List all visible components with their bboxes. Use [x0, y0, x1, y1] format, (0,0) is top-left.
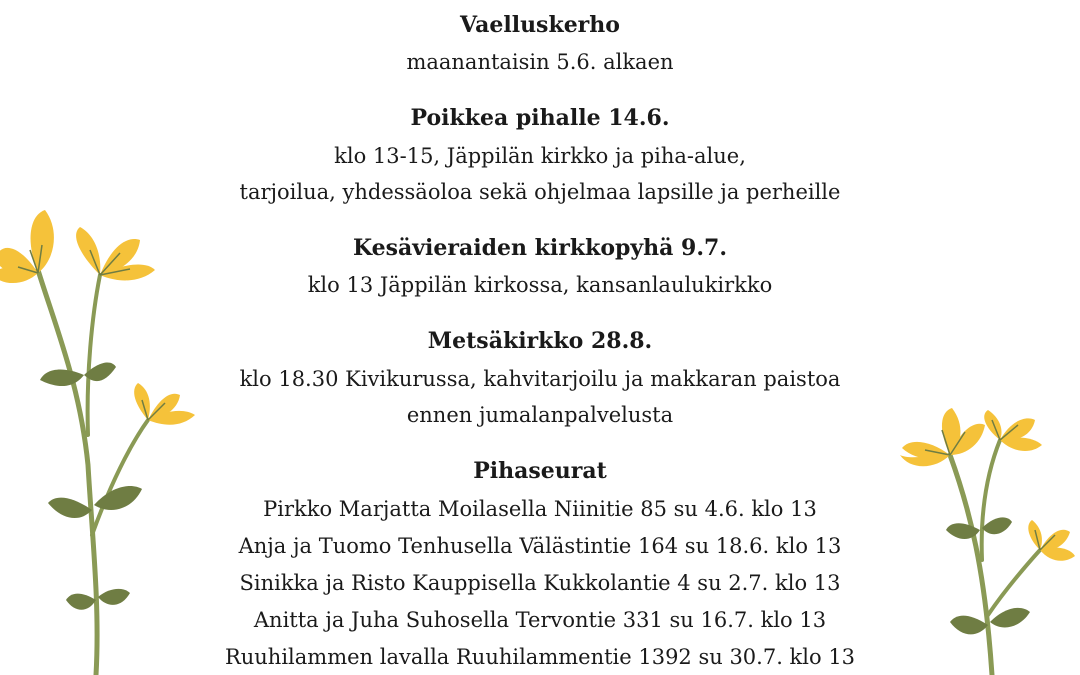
section-line: klo 18.30 Kivikurussa, kahvitarjoilu ja makkaran paistoa [239, 367, 841, 391]
section-line: maanantaisin 5.6. alkaen [406, 50, 674, 74]
section-line: Ruuhilammen lavalla Ruuhilammentie 1392 su 30.7. klo 13 [224, 645, 856, 669]
section-line: Sinikka ja Risto Kauppisella Kukkolantie 4 su 2.7. klo 13 [239, 571, 841, 595]
section-title-vaelluskerho: Vaelluskerho [460, 12, 620, 38]
section-line: Anja ja Tuomo Tenhusella Välästintie 164 su 18.6. klo 13 [238, 534, 842, 558]
section-title-metsakirkko: Metsäkirkko 28.8. [427, 328, 653, 354]
section-line: Pirkko Marjatta Moilasella Niinitie 85 su 4.6. klo 13 [263, 497, 817, 521]
section-line: tarjoilua, yhdessäoloa sekä ohjelmaa lapsille ja perheille [239, 180, 841, 204]
section-title-poikkea-pihalle: Poikkea pihalle 14.6. [410, 105, 670, 131]
section-line: ennen jumalanpalvelusta [406, 403, 674, 427]
section-line: klo 13-15, Jäppilän kirkko ja piha-alue, [334, 144, 746, 168]
section-title-pihaseurat: Pihaseurat [473, 458, 607, 484]
section-title-kesavieraiden-kirkkopyha: Kesävieraiden kirkkopyhä 9.7. [352, 235, 727, 261]
section-line: Anitta ja Juha Suhosella Tervontie 331 su 16.7. klo 13 [253, 608, 827, 632]
section-line: klo 13 Jäppilän kirkossa, kansanlaulukirkko [307, 273, 773, 297]
